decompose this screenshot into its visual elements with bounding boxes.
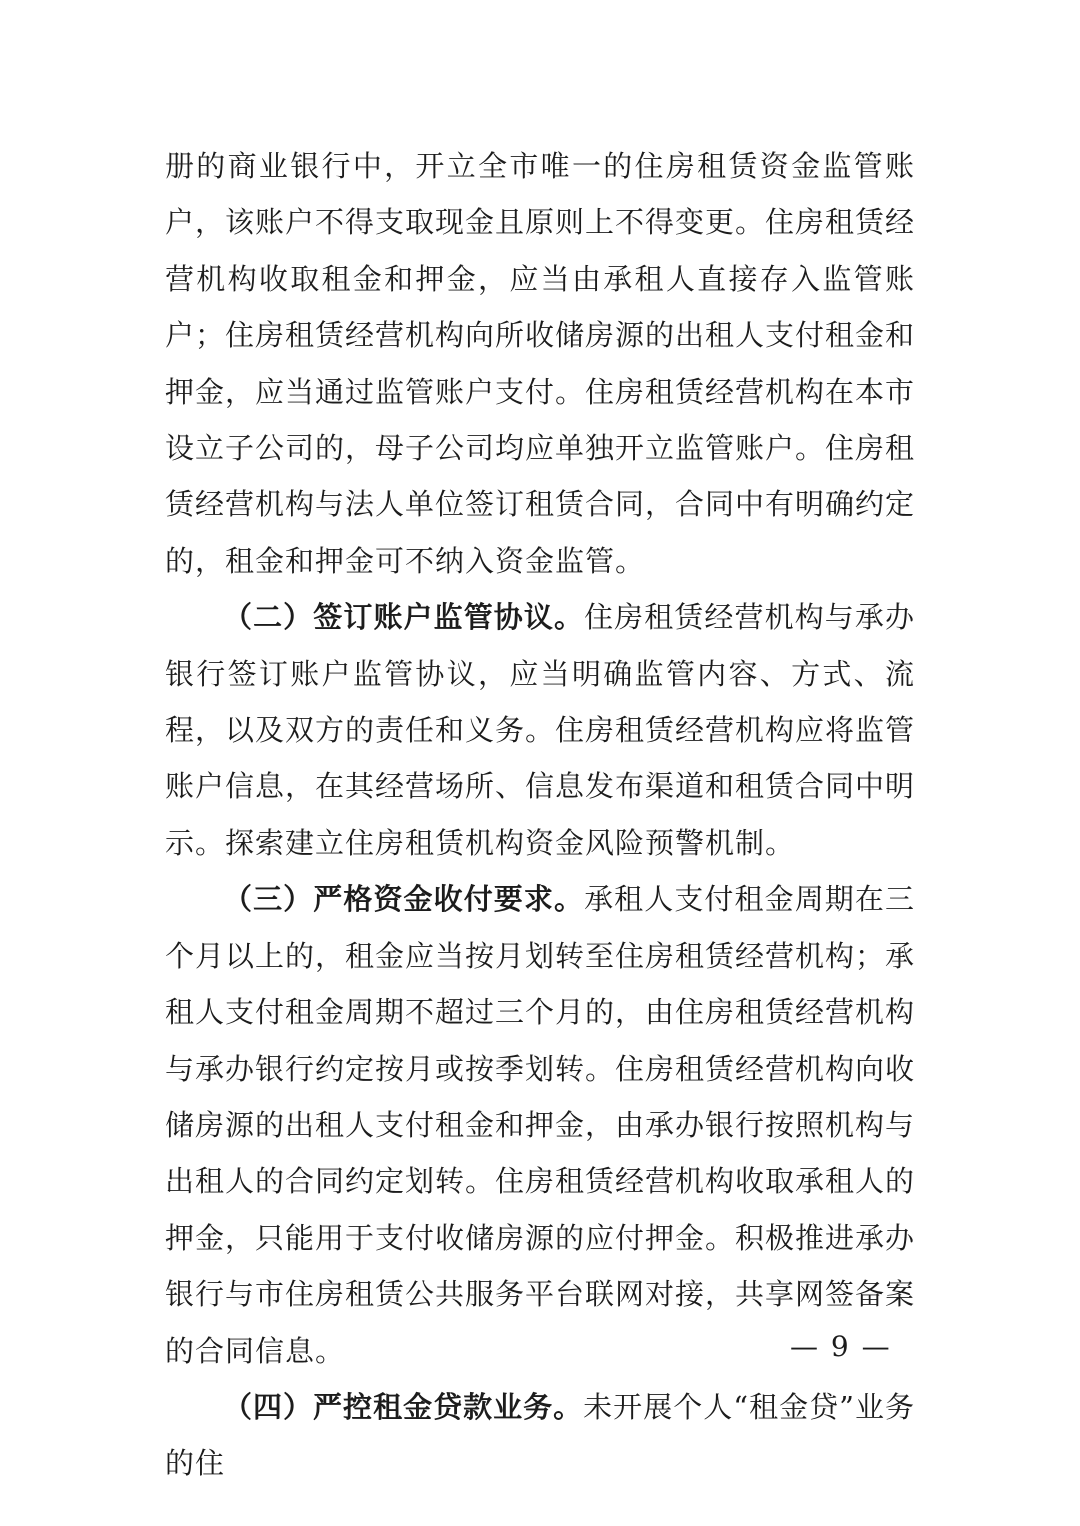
- section-heading-3: （三）严格资金收付要求。: [223, 882, 585, 917]
- page-number: — 9 —: [790, 1330, 892, 1363]
- paragraph-4: [165, 1379, 915, 1492]
- paragraph-1-text: 册的商业银行中，开立全市唯一的住房租赁资金监管账户，该账户不得支取现金且原则上不得变更。住房租赁经营机构收取租金和押金，应当由承租人直接存入监管账户；住房租赁经营机构向所收储房源的出租人支付租金和押金，应当通过监管账户支付。住房租赁经营机构在本市设立子公司的，母子公司均应单独开立监管账户。住房租赁经营机构与法人单位签订租赁合同，合同中有明确约定的，租金和押金可不纳入资金监管。: [165, 149, 916, 578]
- section-heading-2: （二）签订账户监管协议。: [223, 600, 585, 635]
- paragraph-1: [165, 138, 915, 589]
- paragraph-2: [165, 589, 915, 871]
- paragraph-2-text: 住房租赁经营机构与承办银行签订账户监管协议，应当明确监管内容、方式、流程，以及双方的责任和义务。住房租赁经营机构应将监管账户信息，在其经营场所、信息发布渠道和租赁合同中明示。探索建立住房租赁机构资金风险预警机制。: [165, 600, 916, 860]
- paragraph-3-text: 承租人支付租金周期在三个月以上的，租金应当按月划转至住房租赁经营机构；承租人支付租金周期不超过三个月的，由住房租赁经营机构与承办银行约定按月或按季划转。住房租赁经营机构向收储房源的出租人支付租金和押金，由承办银行按照机构与出租人的合同约定划转。住房租赁经营机构收取承租人的押金，只能用于支付收储房源的应付押金。积极推进承办银行与市住房租赁公共服务平台联网对接，共享网签备案的合同信息。: [165, 882, 916, 1368]
- section-heading-4: （四）严控租金贷款业务。: [223, 1389, 584, 1424]
- paragraph-4-text: 未开展个人“租金贷”业务的住: [165, 1389, 915, 1481]
- paragraph-3: [165, 871, 915, 1379]
- document-body: [165, 138, 915, 1492]
